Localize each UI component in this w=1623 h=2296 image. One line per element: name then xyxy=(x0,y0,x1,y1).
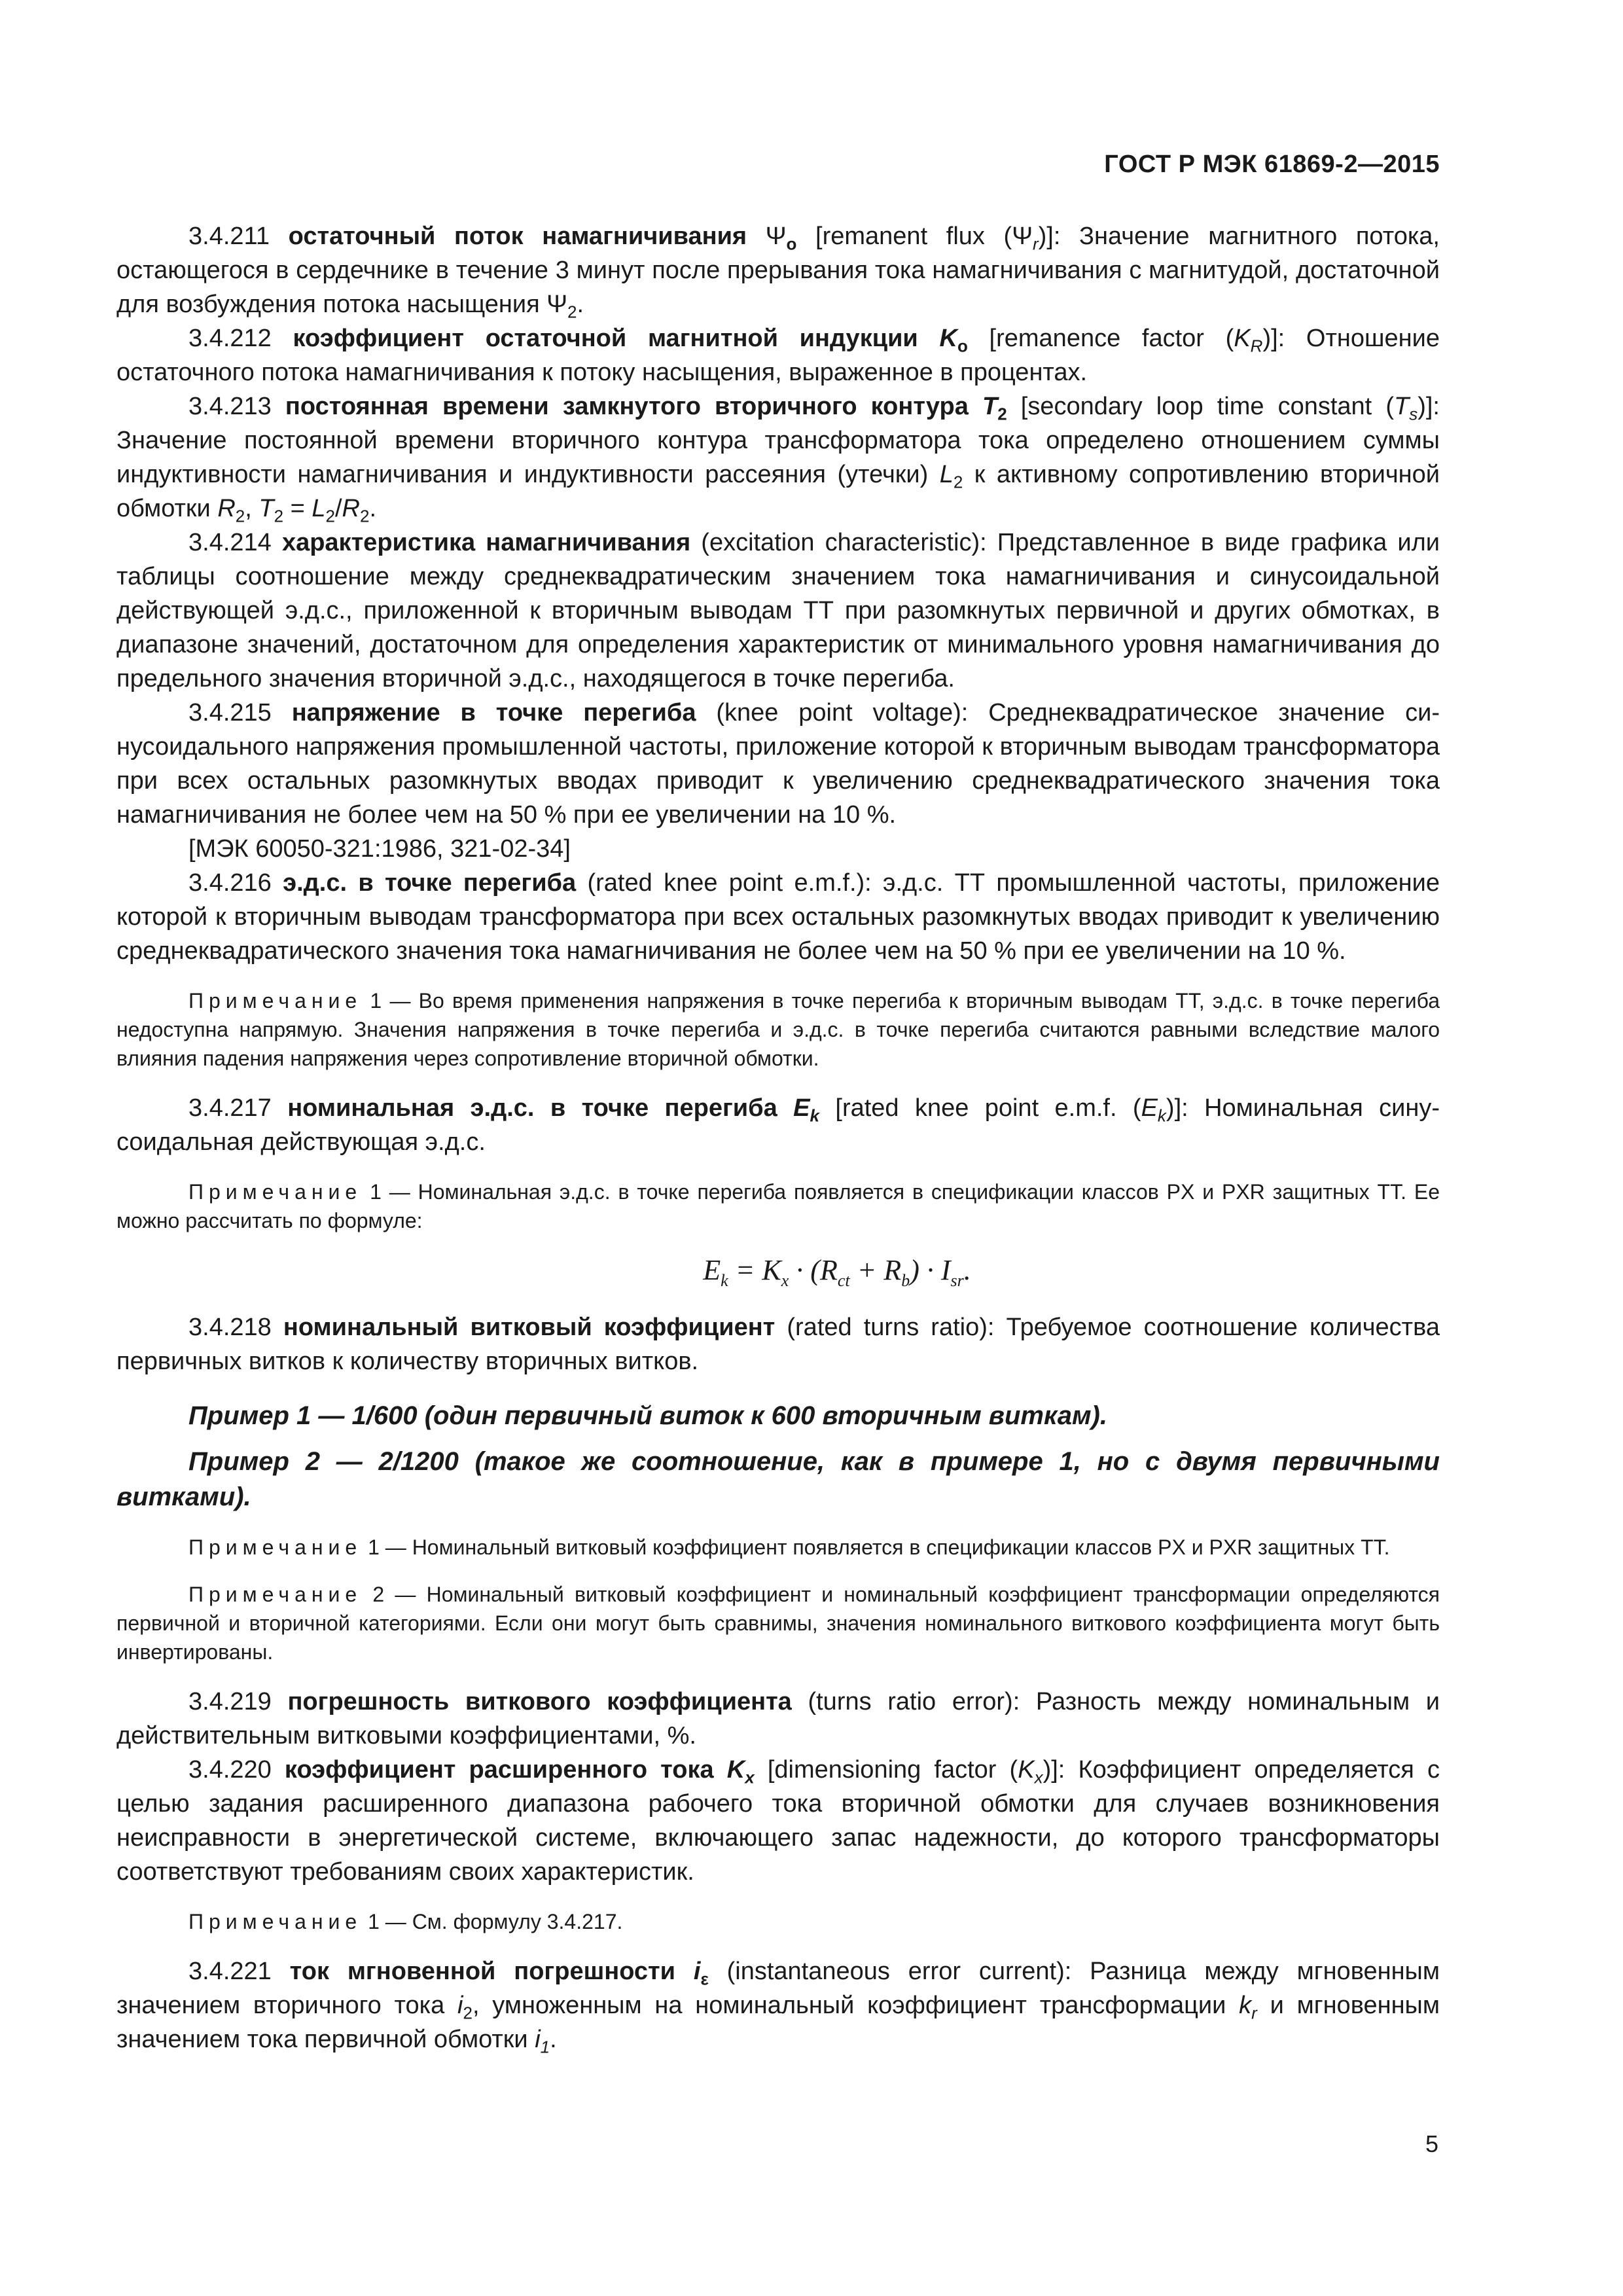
term-title: ток мгновенной погрешности xyxy=(289,1958,676,1985)
document-code-header: ГОСТ Р МЭК 61869-2—2015 xyxy=(1104,151,1440,178)
page-number: 5 xyxy=(1425,2130,1438,2157)
term-title: характеристика намагничивания xyxy=(281,529,691,556)
term-title: коэффициент остаточной магнитной индукции xyxy=(293,325,918,352)
term-title: э.д.с. в точке перегиба xyxy=(283,869,577,897)
term-3-4-217: 3.4.217 номинальная э.д.с. в точке перегиба $E_k$ [rated knee point e.m.f. $(E_k)$]: Номинальная синусоидальная действующая э.д.с. xyxy=(116,1094,1440,1156)
term-3-4-216: 3.4.216 э.д.с. в точке перегиба (rated knee point e.m.f.): э.д.с. ТТ промышленной частоты, приложение которой к вторичным выводам трансформатора при всех остальных разомкнутых вводах приводит к увеличению среднеквадратического значения тока намагничивания не более чем на 50 % при ее увеличении на 10 %. xyxy=(116,869,1440,965)
term-title: напряжение в точке перегиба xyxy=(291,699,696,726)
note-3-4-217: Примечание 1 — Номинальная э.д.с. в точке перегиба появляется в спецификации классов PX и PXR защитных ТТ. Ее можно рассчитать по формуле: xyxy=(116,1180,1440,1232)
note-3-4-218-1: Примечание 1 — Номинальный витковый коэффициент появляется в спецификации классов PX и PXR защитных ТТ. xyxy=(188,1535,1390,1559)
term-3-4-212: 3.4.212 коэффициент остаточной магнитной индукции $K_о$ [remanence factor $(K_R)$]: Отношение остаточного потока намагничивания к потоку насыщения, выраженное в процентах. xyxy=(116,325,1440,386)
term-3-4-213: 3.4.213 постоянная времени замкнутого вторичного контура $T_2$ [secondary loop time constant $(T_s)$]: Значение постоянной времени вторичного контура трансформатора тока определено отношением суммы индуктивности намагничивания и индуктивности рассеяния (утечки) $L_2$ к активному сопротивлению вторичной обмотки $R_2$, $T_2 = L_2/R_2$. xyxy=(116,393,1440,526)
term-3-4-211: 3.4.211 остаточный поток намагничивания $\Psi_о$ [remanent flux $(\Psi_r)$]: Значение магнитного потока, остающегося в сердечнике в течение 3 минут после прерывания тока намагничивания с магнитудой, достаточной для возбуждения потока насыщения $\Psi_2$. xyxy=(116,223,1440,322)
note-3-4-216: Примечание 1 — Во время применения напряжения в точке перегиба к вторичным выводам ТТ, э.д.с. в точке перегиба недоступна напрямую. Значения напряжения в точке перегиба и э.д.с. в точке перегиба считаются равными вследствие малого влияния падения напряжения через сопротивление вторичной обмотки. xyxy=(116,989,1440,1070)
term-title: погрешность виткового коэффициента xyxy=(287,1688,792,1715)
reference-iec: [МЭК 60050-321:1986, 321-02-34] xyxy=(188,835,571,863)
term-3-4-221: 3.4.221 ток мгновенной погрешности $i_\varepsilon$ (instantaneous error current): Разница между мгновенным значением вторичного тока $i_2$, умноженным на номинальный коэффициент трансформации $k_r$ и мгновенным значением тока первичной обмотки $i_1$. xyxy=(116,1958,1440,2057)
term-title: остаточный поток намагничивания xyxy=(288,223,747,250)
note-3-4-220: Примечание 1 — См. формулу 3.4.217. xyxy=(188,1910,623,1933)
term-title: номинальный витковый коэффициент xyxy=(283,1314,776,1341)
term-3-4-219: 3.4.219 погрешность виткового коэффициента (turns ratio error): Разность между номинальным и действительным витковыми коэффициентами, %. xyxy=(116,1688,1440,1749)
term-title: коэффициент расширенного тока xyxy=(284,1756,714,1784)
term-title: постоянная времени замкнутого вторичного контура xyxy=(285,393,969,420)
term-3-4-218: 3.4.218 номинальный витковый коэффициент (rated turns ratio): Требуемое соотношение количества первичных витков к количеству вторичных витков. xyxy=(116,1314,1440,1375)
term-3-4-220: 3.4.220 коэффициент расширенного тока $K_x$ [dimensioning factor $(K_x)$]: Коэффициент определяется с целью задания расширенного диапазона рабочего тока вторичной обмотки для случаев возникновения неисправности в энергетической системе, включающего запас надежности, до которого трансформаторы соответствуют требованиям своих характеристик. xyxy=(116,1756,1440,1886)
example-2: Пример 2 — 2/1200 (такое же соотношение, как в примере 1, но с двумя первичными витками). xyxy=(116,1447,1440,1511)
note-3-4-218-2: Примечание 2 — Номинальный витковый коэффициент и номинальный коэффициент трансформации определяются первичной и вторичной категориями. Если они могут быть сравнимы, значения номинального виткового коэффициента могут быть инвертированы. xyxy=(116,1583,1440,1664)
term-3-4-215: 3.4.215 напряжение в точке перегиба (knee point voltage): Среднеквадратическое значение синусоидального напряжения промышленной частоты, приложение которой к вторичным выводам трансформатора при всех остальных разомкнутых вводах приводит к увеличению среднеквадратического значения тока намагничивания не более чем на 50 % при ее увеличении на 10 %. xyxy=(116,699,1440,829)
term-title: номинальная э.д.с. в точке перегиба xyxy=(287,1094,777,1122)
formula-ek: $E_k = K_x \cdot (R_{ct} + R_b) \cdot I_{sr}$. xyxy=(703,1254,971,1290)
document-body xyxy=(116,219,1440,2056)
term-3-4-214: 3.4.214 характеристика намагничивания (excitation characteristic): Представленное в виде графика или таблицы соотношение между среднеквадратическим значением тока намагничивания и синусоидальной действующей э.д.с., приложенной к вторичным выводам ТТ при разомкнутых первичной и других обмотках, в диапазоне значений, достаточном для определения характеристик от минимального уровня намагничивания до предельного значения вторичной э.д.с., находящегося в точке перегиба. xyxy=(116,529,1440,692)
example-1: Пример 1 — 1/600 (один первичный виток к 600 вторичным виткам). xyxy=(188,1401,1107,1430)
